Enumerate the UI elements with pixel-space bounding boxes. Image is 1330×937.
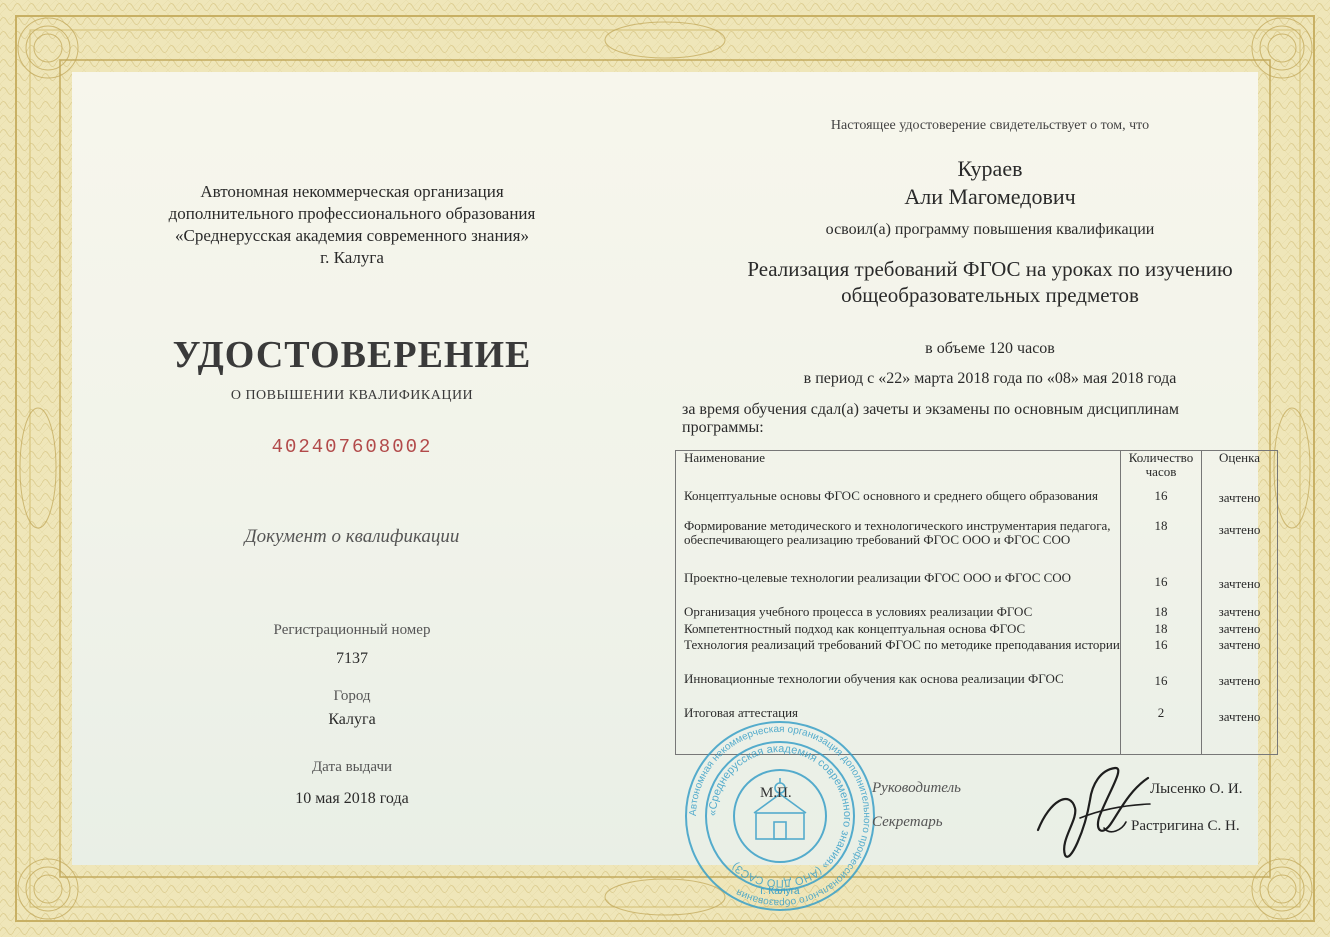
organization-line: «Среднерусская академия современного знания» — [175, 226, 529, 245]
discipline-hours: 18 — [1121, 622, 1202, 638]
discipline-grade: зачтено — [1202, 672, 1278, 706]
organization-city: г. Калуга — [320, 248, 384, 267]
serial-number: 402407608002 — [271, 436, 433, 458]
organization-line: дополнительного профессионального образования — [168, 204, 536, 223]
discipline-name: Формирование методического и технологического инструментария педагога, обеспечивающего реализацию требований ФГОС ООО и ФГОС СОО — [676, 519, 1121, 571]
passed-exams-line: программы: — [682, 419, 764, 436]
issue-date-value: 10 мая 2018 года — [295, 790, 409, 807]
registration-label: Регистрационный номер — [273, 622, 431, 638]
discipline-grade: зачтено — [1202, 519, 1278, 571]
discipline-hours: 16 — [1121, 571, 1202, 605]
registration-number: 7137 — [336, 650, 368, 667]
svg-text:«Среднерусская академия соврем — [707, 743, 853, 889]
passed-exams-text — [682, 401, 1272, 437]
seal-outer-text: Автономная некоммерческая организация дополнительного профессионального образования — [687, 723, 873, 909]
discipline-hours: 16 — [1121, 485, 1202, 519]
discipline-grade: зачтено — [1202, 638, 1278, 672]
discipline-name: Концептуальные основы ФГОС основного и среднего общего образования — [676, 485, 1121, 519]
discipline-hours: 16 — [1121, 672, 1202, 706]
head-name: Лысенко О. И. — [1150, 781, 1243, 797]
discipline-name: Технология реализаций требований ФГОС по методике преподавания истории — [676, 638, 1121, 672]
official-seal — [682, 718, 878, 914]
holder-given-names: Али Магомедович — [904, 184, 1076, 209]
disciplines-table — [675, 450, 1278, 755]
discipline-grade: зачтено — [1202, 605, 1278, 622]
disciplines-body — [676, 485, 1278, 755]
discipline-name: Компетентностный подход как концептуальная основа ФГОС — [676, 622, 1121, 638]
discipline-hours: 2 — [1121, 706, 1202, 755]
table-row — [676, 605, 1278, 622]
discipline-grade: зачтено — [1202, 706, 1278, 755]
training-period: в период с «22» марта 2018 года по «08» мая 2018 года — [803, 370, 1177, 387]
discipline-name: Инновационные технологии обучения как основа реализации ФГОС — [676, 672, 1121, 706]
seal-inner-text: «Среднерусская академия современного знания» (АНО ДПО САСЗ) — [706, 742, 854, 890]
header-name: Наименование — [676, 451, 1121, 486]
table-header-row — [676, 451, 1278, 486]
passed-exams-line: за время обучения сдал(а) зачеты и экзамены по основным дисциплинам — [682, 401, 1180, 418]
discipline-hours: 16 — [1121, 638, 1202, 672]
program-title — [700, 256, 1280, 308]
secretary-name: Растригина С. Н. — [1131, 818, 1240, 834]
discipline-hours: 18 — [1121, 605, 1202, 622]
discipline-name: Организация учебного процесса в условиях реализации ФГОС — [676, 605, 1121, 622]
certificate-title: УДОСТОВЕРЕНИЕ — [172, 334, 532, 376]
city-label: Город — [333, 688, 371, 704]
holder-surname: Кураев — [957, 156, 1023, 181]
discipline-hours: 18 — [1121, 519, 1202, 571]
organization-block — [130, 181, 574, 269]
program-title-line: общеобразовательных предметов — [841, 283, 1139, 307]
mastered-text: освоил(а) программу повышения квалификации — [825, 221, 1155, 238]
secretary-role: Секретарь — [872, 814, 943, 830]
table-row — [676, 519, 1278, 571]
certificate-subtitle: О ПОВЫШЕНИИ КВАЛИФИКАЦИИ — [230, 388, 474, 403]
city-value: Калуга — [328, 711, 376, 728]
document-type: Документ о квалификации — [244, 526, 460, 547]
handwritten-signature — [1030, 760, 1160, 870]
discipline-name: Проектно-целевые технологии реализации ФГОС ООО и ФГОС СОО — [676, 571, 1121, 605]
discipline-grade: зачтено — [1202, 622, 1278, 638]
issue-date-label: Дата выдачи — [311, 759, 393, 775]
organization-line: Автономная некоммерческая организация — [200, 182, 504, 201]
table-row — [676, 485, 1278, 519]
header-hours-line: часов — [1145, 464, 1177, 479]
seal-city: г. Калуга — [760, 886, 800, 897]
table-row — [676, 571, 1278, 605]
head-role: Руководитель — [872, 780, 961, 796]
header-hours-line: Количество — [1128, 450, 1194, 465]
program-volume: в объеме 120 часов — [925, 340, 1055, 357]
table-row — [676, 672, 1278, 706]
intro-text: Настоящее удостоверение свидетельствует о том, что — [830, 118, 1150, 133]
program-title-line: Реализация требований ФГОС на уроках по изучению — [747, 257, 1233, 281]
stamp-place-label: М.П. — [760, 785, 792, 801]
header-hours — [1121, 451, 1202, 486]
header-grade: Оценка — [1202, 451, 1278, 486]
discipline-name: Итоговая аттестация — [676, 706, 1121, 755]
discipline-grade: зачтено — [1202, 485, 1278, 519]
table-row — [676, 622, 1278, 638]
discipline-grade: зачтено — [1202, 571, 1278, 605]
table-row — [676, 638, 1278, 672]
